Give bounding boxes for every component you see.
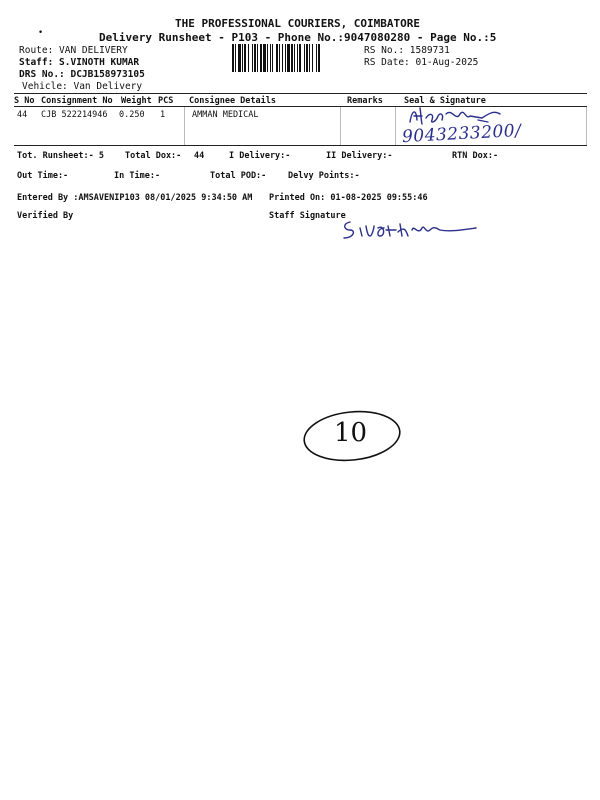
barcode-bar <box>270 44 271 72</box>
row-weight: 0.250 <box>119 110 145 120</box>
col-divider <box>586 107 587 145</box>
barcode-bar <box>272 44 273 72</box>
out-time: Out Time:- <box>17 171 69 181</box>
barcode-bar <box>263 44 266 72</box>
staff-signature-label: Staff Signature <box>269 211 346 221</box>
handwritten-phone: 9043233200/ <box>401 120 522 148</box>
verified-by: Verified By <box>17 211 74 221</box>
ii-delivery: II Delivery:- <box>326 151 393 161</box>
barcode-bar <box>267 44 268 72</box>
total-dox-label: Total Dox:- <box>125 151 182 161</box>
staff-signature <box>340 216 480 242</box>
in-time: In Time:- <box>114 171 161 181</box>
barcode-bar <box>316 44 317 72</box>
vehicle-label: Vehicle: Van Delivery <box>22 81 143 92</box>
staff-label: Staff: S.VINOTH KUMAR <box>19 57 140 68</box>
barcode-bar <box>254 44 256 72</box>
barcode-bar <box>260 44 262 72</box>
barcode-bar <box>242 44 243 72</box>
barcode-bar <box>238 44 241 72</box>
barcode-bar <box>291 44 293 72</box>
i-delivery: I Delivery:- <box>229 151 291 161</box>
barcode-bar <box>309 44 310 72</box>
entered-by: Entered By :AMSAVENIP103 08/01/2025 9:34:50 AM <box>17 193 253 203</box>
row-pcs: 1 <box>160 110 166 120</box>
col-divider <box>184 107 185 145</box>
route-label: Route: VAN DELIVERY <box>19 45 128 56</box>
col-weight: Weight <box>121 96 152 106</box>
tot-runsheet: Tot. Runsheet:- 5 <box>17 151 104 161</box>
barcode-bar <box>306 44 308 72</box>
barcode-bar <box>235 44 236 72</box>
barcode-bar <box>304 44 305 72</box>
col-seal-signature: Seal & Signature <box>404 96 486 106</box>
company-title: THE PROFESSIONAL COURIERS, COIMBATORE <box>175 17 421 30</box>
barcode-bar <box>312 44 313 72</box>
col-sno: S No <box>14 96 35 106</box>
barcode-bar <box>318 44 320 72</box>
barcode-bar <box>244 44 246 72</box>
barcode-bar <box>297 44 298 72</box>
barcode-bar <box>279 44 280 72</box>
circled-number: 10 <box>334 418 368 448</box>
row-consignee: AMMAN MEDICAL <box>192 110 259 120</box>
barcode-bar <box>248 44 249 72</box>
runsheet-subtitle: Delivery Runsheet - P103 - Phone No.:9047080280 - Page No.:5 <box>99 31 497 44</box>
col-divider <box>340 107 341 145</box>
col-pcs: PCS <box>158 96 174 106</box>
col-remarks: Remarks <box>347 96 383 106</box>
row-consignment: CJB 522214946 <box>41 110 108 120</box>
barcode-bar <box>294 44 295 72</box>
barcode-bar <box>299 44 301 72</box>
total-dox-value: 44 <box>194 151 205 161</box>
table-bottom-rule <box>14 145 587 146</box>
col-consignee: Consignee Details <box>189 96 276 106</box>
col-consignment: Consignment No <box>41 96 113 106</box>
barcode-bar <box>232 44 234 72</box>
barcode-bar <box>276 44 278 72</box>
barcode-bar <box>252 44 253 72</box>
col-divider <box>395 107 396 145</box>
row-sno: 44 <box>17 110 28 120</box>
barcode-bar <box>282 44 283 72</box>
barcode-bar <box>287 44 290 72</box>
rtn-dox: RTN Dox:- <box>452 151 499 161</box>
barcode-bar <box>257 44 258 72</box>
barcode-bar <box>285 44 286 72</box>
rs-number: RS No.: 1589731 <box>364 45 450 56</box>
table-top-rule <box>14 93 587 94</box>
total-pod: Total POD:- <box>210 171 267 181</box>
scan-speck: • <box>38 28 44 38</box>
rs-date: RS Date: 01-Aug-2025 <box>364 57 479 68</box>
delvy-points: Delvy Points:- <box>288 171 360 181</box>
drs-number: DRS No.: DCJB158973105 <box>19 69 145 80</box>
printed-on: Printed On: 01-08-2025 09:55:46 <box>269 193 428 203</box>
barcode <box>232 44 356 72</box>
